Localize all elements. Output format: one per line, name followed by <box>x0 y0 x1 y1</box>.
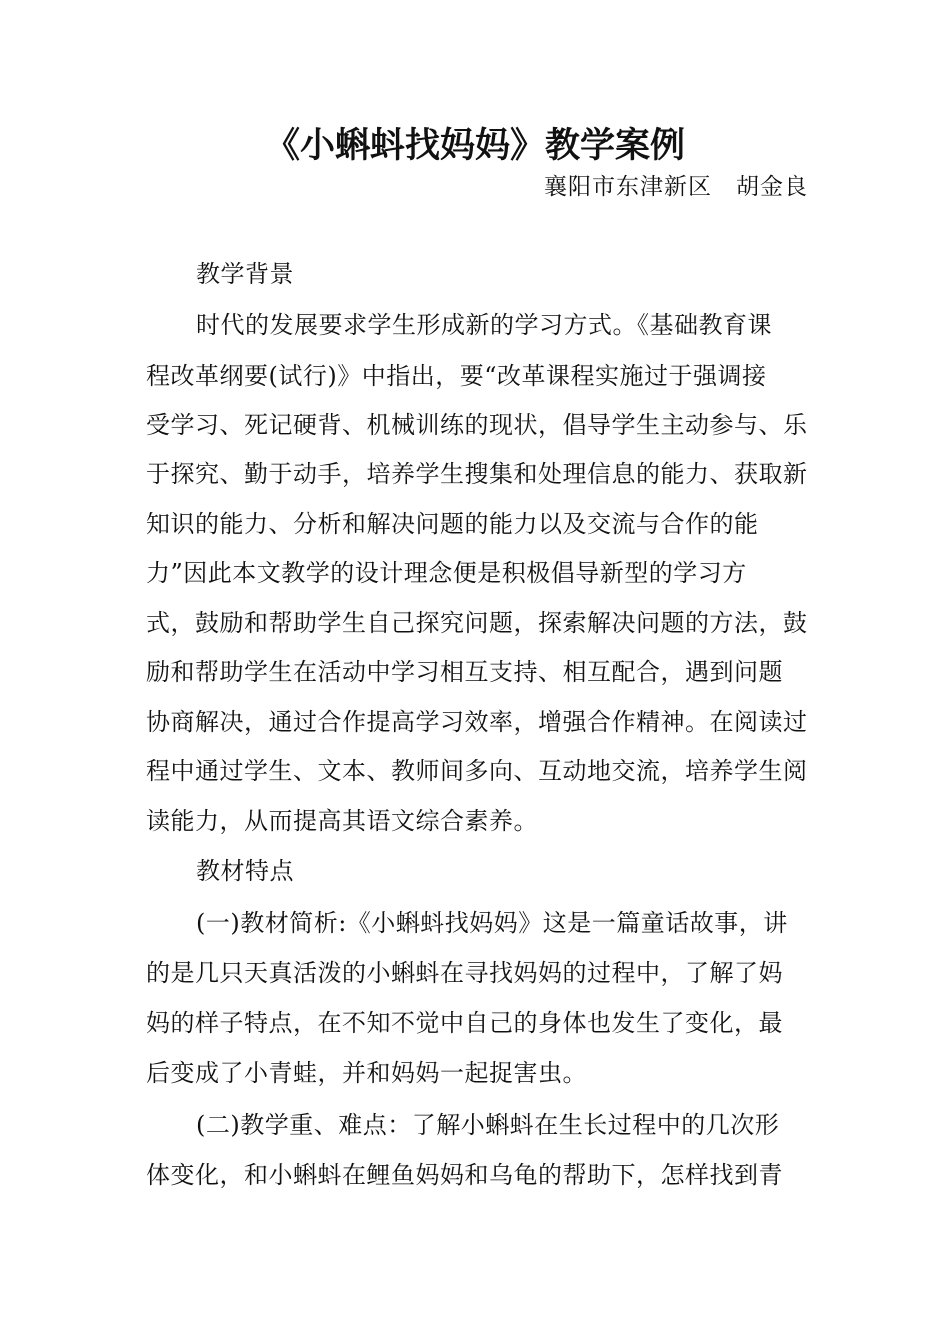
document-title: 《小蝌蚪找妈妈》教学案例 <box>264 125 685 166</box>
paragraph-line: 后变成了小青蛙，并和妈妈一起捉害虫。 <box>146 1059 587 1087</box>
paragraph-line: 受学习、死记硬背、机械训练的现状，倡导学生主动参与、乐 <box>146 411 808 439</box>
paragraph-line: 程中通过学生、文本、教师间多向、互动地交流，培养学生阅 <box>146 757 808 785</box>
paragraph-line: 妈的样子特点，在不知不觉中自己的身体也发生了变化，最 <box>146 1009 783 1037</box>
paragraph-line: 读能力，从而提高其语文综合素养。 <box>146 807 538 835</box>
paragraph-line: 时代的发展要求学生形成新的学习方式。《基础教育课 <box>196 311 772 339</box>
author-line: 襄阳市东津新区 胡金良 <box>544 174 808 200</box>
paragraph-line: 知识的能力、分析和解决问题的能力以及交流与合作的能 <box>146 510 759 538</box>
paragraph-line: (二)教学重、难点：了解小蝌蚪在生长过程中的几次形 <box>196 1111 780 1139</box>
paragraph-line: 励和帮助学生在活动中学习相互支持、相互配合，遇到问题 <box>146 658 783 686</box>
paragraph-line: (一)教材简析:《小蝌蚪找妈妈》这是一篇童话故事，讲 <box>196 909 788 937</box>
paragraph-line: 于探究、勤于动手，培养学生搜集和处理信息的能力、获取新 <box>146 460 808 488</box>
paragraph-line: 力”因此本文教学的设计理念便是积极倡导新型的学习方 <box>146 559 747 587</box>
section-heading-background: 教学背景 <box>196 260 294 288</box>
paragraph-line: 式，鼓励和帮助学生自己探究问题，探索解决问题的方法，鼓 <box>146 609 808 637</box>
paragraph-line: 体变化，和小蝌蚪在鲤鱼妈妈和乌龟的帮助下，怎样找到青 <box>146 1161 783 1189</box>
paragraph-line: 的是几只天真活泼的小蝌蚪在寻找妈妈的过程中，了解了妈 <box>146 959 783 987</box>
paragraph-line: 协商解决，通过合作提高学习效率，增强合作精神。在阅读过 <box>146 708 808 736</box>
paragraph-line: 程改革纲要(试行)》中指出，要“改革课程实施过于强调接 <box>146 362 767 390</box>
section-heading-materials: 教材特点 <box>196 857 294 885</box>
